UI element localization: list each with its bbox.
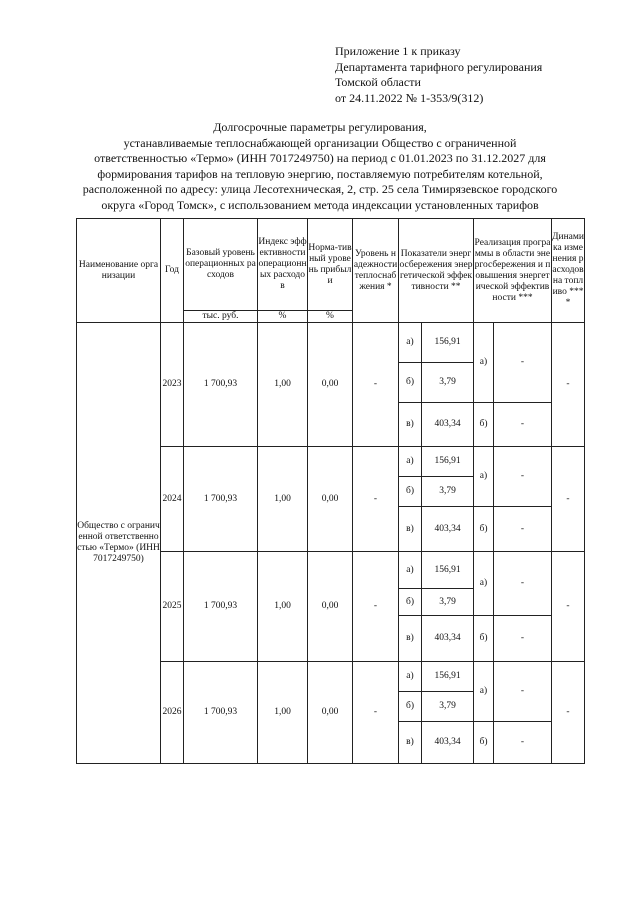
efficiency-index-cell: 1,00: [258, 552, 308, 662]
header-base-opex: Базовый уровень операционных расходов: [184, 219, 258, 311]
energy-letter-a: а): [399, 662, 422, 692]
title-line: устанавливаемые теплоснабжающей организации Общество с ограниченной: [123, 135, 517, 150]
energy-value-b: 3,79: [422, 589, 474, 616]
year-cell: 2025: [161, 552, 184, 662]
program-letter-b: б): [474, 403, 494, 447]
energy-value-v: 403,34: [422, 403, 474, 447]
appendix-line: Департамента тарифного регулирования: [335, 59, 543, 74]
program-value-a: -: [494, 552, 552, 616]
reliability-cell: -: [353, 662, 399, 764]
unit-base: тыс. руб.: [184, 311, 258, 323]
unit-profit: %: [308, 311, 353, 323]
appendix-line: от 24.11.2022 № 1-353/9(312): [335, 90, 484, 105]
efficiency-index-cell: 1,00: [258, 662, 308, 764]
energy-value-a: 156,91: [422, 662, 474, 692]
energy-value-b: 3,79: [422, 692, 474, 722]
energy-value-v: 403,34: [422, 507, 474, 552]
energy-letter-v: в): [399, 507, 422, 552]
energy-value-b: 3,79: [422, 363, 474, 403]
title-line: формирования тарифов на тепловую энергию, поставляемую потребителям котельной,: [97, 166, 543, 181]
energy-letter-v: в): [399, 403, 422, 447]
energy-letter-a: а): [399, 447, 422, 477]
program-letter-a: а): [474, 662, 494, 722]
document-title: [28, 120, 612, 213]
energy-letter-a: а): [399, 552, 422, 589]
org-name: Общество с ограниченной ответственностью «Термо» (ИНН 7017249750): [77, 323, 161, 764]
efficiency-index-cell: 1,00: [258, 447, 308, 552]
fuel-dynamics-cell: -: [552, 662, 585, 764]
profit-cell: 0,00: [308, 662, 353, 764]
fuel-dynamics-cell: -: [552, 323, 585, 447]
appendix-line: Томской области: [335, 75, 421, 89]
appendix-line: Приложение 1 к приказу: [335, 44, 461, 58]
reliability-cell: -: [353, 323, 399, 447]
energy-value-a: 156,91: [422, 447, 474, 477]
program-value-b: -: [494, 722, 552, 764]
profit-cell: 0,00: [308, 323, 353, 447]
profit-cell: 0,00: [308, 552, 353, 662]
efficiency-index-cell: 1,00: [258, 323, 308, 447]
base-opex-cell: 1 700,93: [184, 552, 258, 662]
fuel-dynamics-cell: -: [552, 552, 585, 662]
energy-letter-v: в): [399, 616, 422, 662]
year-cell: 2023: [161, 323, 184, 447]
base-opex-cell: 1 700,93: [184, 662, 258, 764]
program-value-a: -: [494, 447, 552, 507]
header-energy-indicators: Показатели энергосбережения энергетической эффективности **: [399, 219, 474, 323]
program-letter-a: а): [474, 447, 494, 507]
header-efficiency-index: Индекс эффективности операционных расходов: [258, 219, 308, 311]
base-opex-cell: 1 700,93: [184, 323, 258, 447]
program-value-a: -: [494, 662, 552, 722]
profit-cell: 0,00: [308, 447, 353, 552]
header-program: Реализация программы в области энергосбережения и повышения энергетической эффективности ***: [474, 219, 552, 323]
energy-letter-b: б): [399, 692, 422, 722]
energy-letter-b: б): [399, 589, 422, 616]
program-letter-a: а): [474, 552, 494, 616]
program-letter-a: а): [474, 323, 494, 403]
energy-value-v: 403,34: [422, 722, 474, 764]
energy-letter-v: в): [399, 722, 422, 764]
program-value-a: -: [494, 323, 552, 403]
title-line: расположенной по адресу: улица Лесотехническая, 2, стр. 25 села Тимирязевское городского: [82, 182, 558, 196]
reliability-cell: -: [353, 447, 399, 552]
fuel-dynamics-cell: -: [552, 447, 585, 552]
program-letter-b: б): [474, 722, 494, 764]
energy-letter-b: б): [399, 363, 422, 403]
appendix-block: [335, 44, 625, 106]
unit-index: %: [258, 311, 308, 323]
reliability-cell: -: [353, 552, 399, 662]
energy-value-b: 3,79: [422, 477, 474, 507]
header-year: Год: [161, 219, 184, 323]
parameters-table: [76, 218, 585, 764]
energy-letter-b: б): [399, 477, 422, 507]
year-cell: 2024: [161, 447, 184, 552]
program-value-b: -: [494, 616, 552, 662]
energy-value-a: 156,91: [422, 552, 474, 589]
title-line: округа «Город Томск», с использованием метода индексации установленных тарифов: [101, 197, 539, 212]
title-line: ответственностью «Термо» (ИНН 7017249750) на период с 01.01.2023 по 31.12.2027 для: [94, 151, 546, 165]
program-value-b: -: [494, 403, 552, 447]
energy-value-a: 156,91: [422, 323, 474, 363]
header-fuel-dynamics: Динамика изменения расходов на топливо ****: [552, 219, 585, 323]
header-profit: Норма-тивный уровень прибыли: [308, 219, 353, 311]
base-opex-cell: 1 700,93: [184, 447, 258, 552]
program-letter-b: б): [474, 616, 494, 662]
header-org: Наименование организации: [77, 219, 161, 323]
header-reliability: Уровень надежности теплоснабжения *: [353, 219, 399, 323]
energy-letter-a: а): [399, 323, 422, 363]
year-cell: 2026: [161, 662, 184, 764]
program-letter-b: б): [474, 507, 494, 552]
program-value-b: -: [494, 507, 552, 552]
title-line: Долгосрочные параметры регулирования,: [213, 120, 427, 134]
energy-value-v: 403,34: [422, 616, 474, 662]
